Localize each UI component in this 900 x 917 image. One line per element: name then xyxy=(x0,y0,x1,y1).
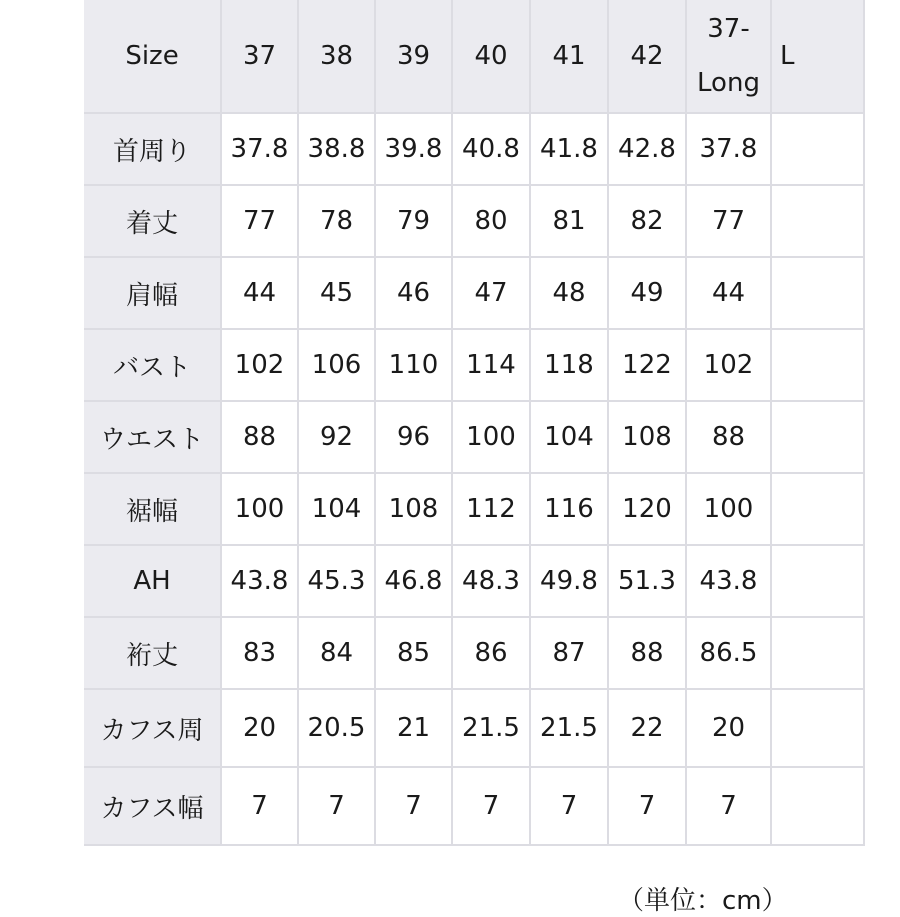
table-cell: 38.8 xyxy=(298,113,375,185)
table-cell: 20 xyxy=(221,689,298,767)
table-row xyxy=(84,113,864,185)
table-cell: 86.5 xyxy=(686,617,771,689)
table-cell xyxy=(771,473,864,545)
table-cell: 80 xyxy=(452,185,530,257)
table-cell: 40.8 xyxy=(452,113,530,185)
table-cell: 20.5 xyxy=(298,689,375,767)
row-label-cell: カフス周 xyxy=(84,689,221,767)
table-cell: 77 xyxy=(221,185,298,257)
header-cell-size-39: 39 xyxy=(375,0,452,113)
table-cell: 100 xyxy=(452,401,530,473)
table-cell: 7 xyxy=(452,767,530,845)
row-label-cell: AH xyxy=(84,545,221,617)
table-cell: 46 xyxy=(375,257,452,329)
table-cell: 87 xyxy=(530,617,608,689)
row-label-cell: 着丈 xyxy=(84,185,221,257)
table-cell: 43.8 xyxy=(221,545,298,617)
table-cell: 81 xyxy=(530,185,608,257)
table-row xyxy=(84,617,864,689)
row-label-cell: 肩幅 xyxy=(84,257,221,329)
table-cell: 96 xyxy=(375,401,452,473)
table-cell xyxy=(771,617,864,689)
table-cell: 37.8 xyxy=(221,113,298,185)
table-cell: 44 xyxy=(686,257,771,329)
table-row xyxy=(84,767,864,845)
table-cell: 77 xyxy=(686,185,771,257)
table-cell: 88 xyxy=(221,401,298,473)
table-cell xyxy=(771,767,864,845)
table-cell: 7 xyxy=(221,767,298,845)
table-cell: 21.5 xyxy=(530,689,608,767)
row-label-cell: カフス幅 xyxy=(84,767,221,845)
table-cell: 47 xyxy=(452,257,530,329)
table-cell: 48.3 xyxy=(452,545,530,617)
table-cell: 102 xyxy=(221,329,298,401)
table-cell: 112 xyxy=(452,473,530,545)
table-cell: 48 xyxy=(530,257,608,329)
header-cell-size-37-long: 37- Long xyxy=(686,0,771,113)
table-cell: 100 xyxy=(686,473,771,545)
table-cell: 116 xyxy=(530,473,608,545)
table-cell: 42.8 xyxy=(608,113,686,185)
table-cell: 104 xyxy=(530,401,608,473)
table-cell: 51.3 xyxy=(608,545,686,617)
table-cell: 20 xyxy=(686,689,771,767)
table-cell: 100 xyxy=(221,473,298,545)
table-cell: 122 xyxy=(608,329,686,401)
table-row xyxy=(84,545,864,617)
table-row xyxy=(84,473,864,545)
table-row xyxy=(84,257,864,329)
row-label-cell: 首周り xyxy=(84,113,221,185)
table-cell xyxy=(771,113,864,185)
table-cell: 7 xyxy=(608,767,686,845)
table-cell: 22 xyxy=(608,689,686,767)
size-table xyxy=(84,0,865,846)
table-cell: 106 xyxy=(298,329,375,401)
table-cell: 108 xyxy=(375,473,452,545)
table-cell: 21.5 xyxy=(452,689,530,767)
row-label-cell: バスト xyxy=(84,329,221,401)
table-row xyxy=(84,689,864,767)
table-cell: 88 xyxy=(686,401,771,473)
header-cell-size-38: 38 xyxy=(298,0,375,113)
table-cell: 82 xyxy=(608,185,686,257)
table-cell: 118 xyxy=(530,329,608,401)
table-cell: 114 xyxy=(452,329,530,401)
header-cell-size: Size xyxy=(84,0,221,113)
header-cell-size-42: 42 xyxy=(608,0,686,113)
header-cell-size-37: 37 xyxy=(221,0,298,113)
table-cell: 44 xyxy=(221,257,298,329)
table-cell: 21 xyxy=(375,689,452,767)
table-cell: 85 xyxy=(375,617,452,689)
table-cell xyxy=(771,545,864,617)
row-label-cell: 裾幅 xyxy=(84,473,221,545)
table-cell: 120 xyxy=(608,473,686,545)
table-cell: 7 xyxy=(298,767,375,845)
table-cell: 110 xyxy=(375,329,452,401)
table-cell: 37.8 xyxy=(686,113,771,185)
table-cell: 45 xyxy=(298,257,375,329)
table-cell: 108 xyxy=(608,401,686,473)
table-row xyxy=(84,401,864,473)
table-cell: 84 xyxy=(298,617,375,689)
table-cell: 78 xyxy=(298,185,375,257)
table-cell: 86 xyxy=(452,617,530,689)
table-cell: 49 xyxy=(608,257,686,329)
table-cell: 79 xyxy=(375,185,452,257)
header-cell-size-partial: L xyxy=(771,0,864,113)
table-cell: 102 xyxy=(686,329,771,401)
row-label-cell: ウエスト xyxy=(84,401,221,473)
table-cell: 7 xyxy=(375,767,452,845)
table-header-row xyxy=(84,0,864,113)
unit-footnote: （単位：cm） xyxy=(618,886,788,916)
table-cell: 7 xyxy=(686,767,771,845)
table-row xyxy=(84,329,864,401)
table-cell: 92 xyxy=(298,401,375,473)
table-cell: 45.3 xyxy=(298,545,375,617)
table-cell xyxy=(771,185,864,257)
table-cell xyxy=(771,257,864,329)
table-row xyxy=(84,185,864,257)
table-cell: 88 xyxy=(608,617,686,689)
size-table-viewport[interactable] xyxy=(84,0,795,840)
table-cell: 83 xyxy=(221,617,298,689)
table-cell: 41.8 xyxy=(530,113,608,185)
header-cell-size-41: 41 xyxy=(530,0,608,113)
table-cell xyxy=(771,689,864,767)
table-cell: 7 xyxy=(530,767,608,845)
header-cell-size-40: 40 xyxy=(452,0,530,113)
table-cell xyxy=(771,401,864,473)
table-cell: 43.8 xyxy=(686,545,771,617)
table-cell xyxy=(771,329,864,401)
table-cell: 49.8 xyxy=(530,545,608,617)
table-cell: 39.8 xyxy=(375,113,452,185)
table-cell: 46.8 xyxy=(375,545,452,617)
row-label-cell: 裄丈 xyxy=(84,617,221,689)
table-cell: 104 xyxy=(298,473,375,545)
